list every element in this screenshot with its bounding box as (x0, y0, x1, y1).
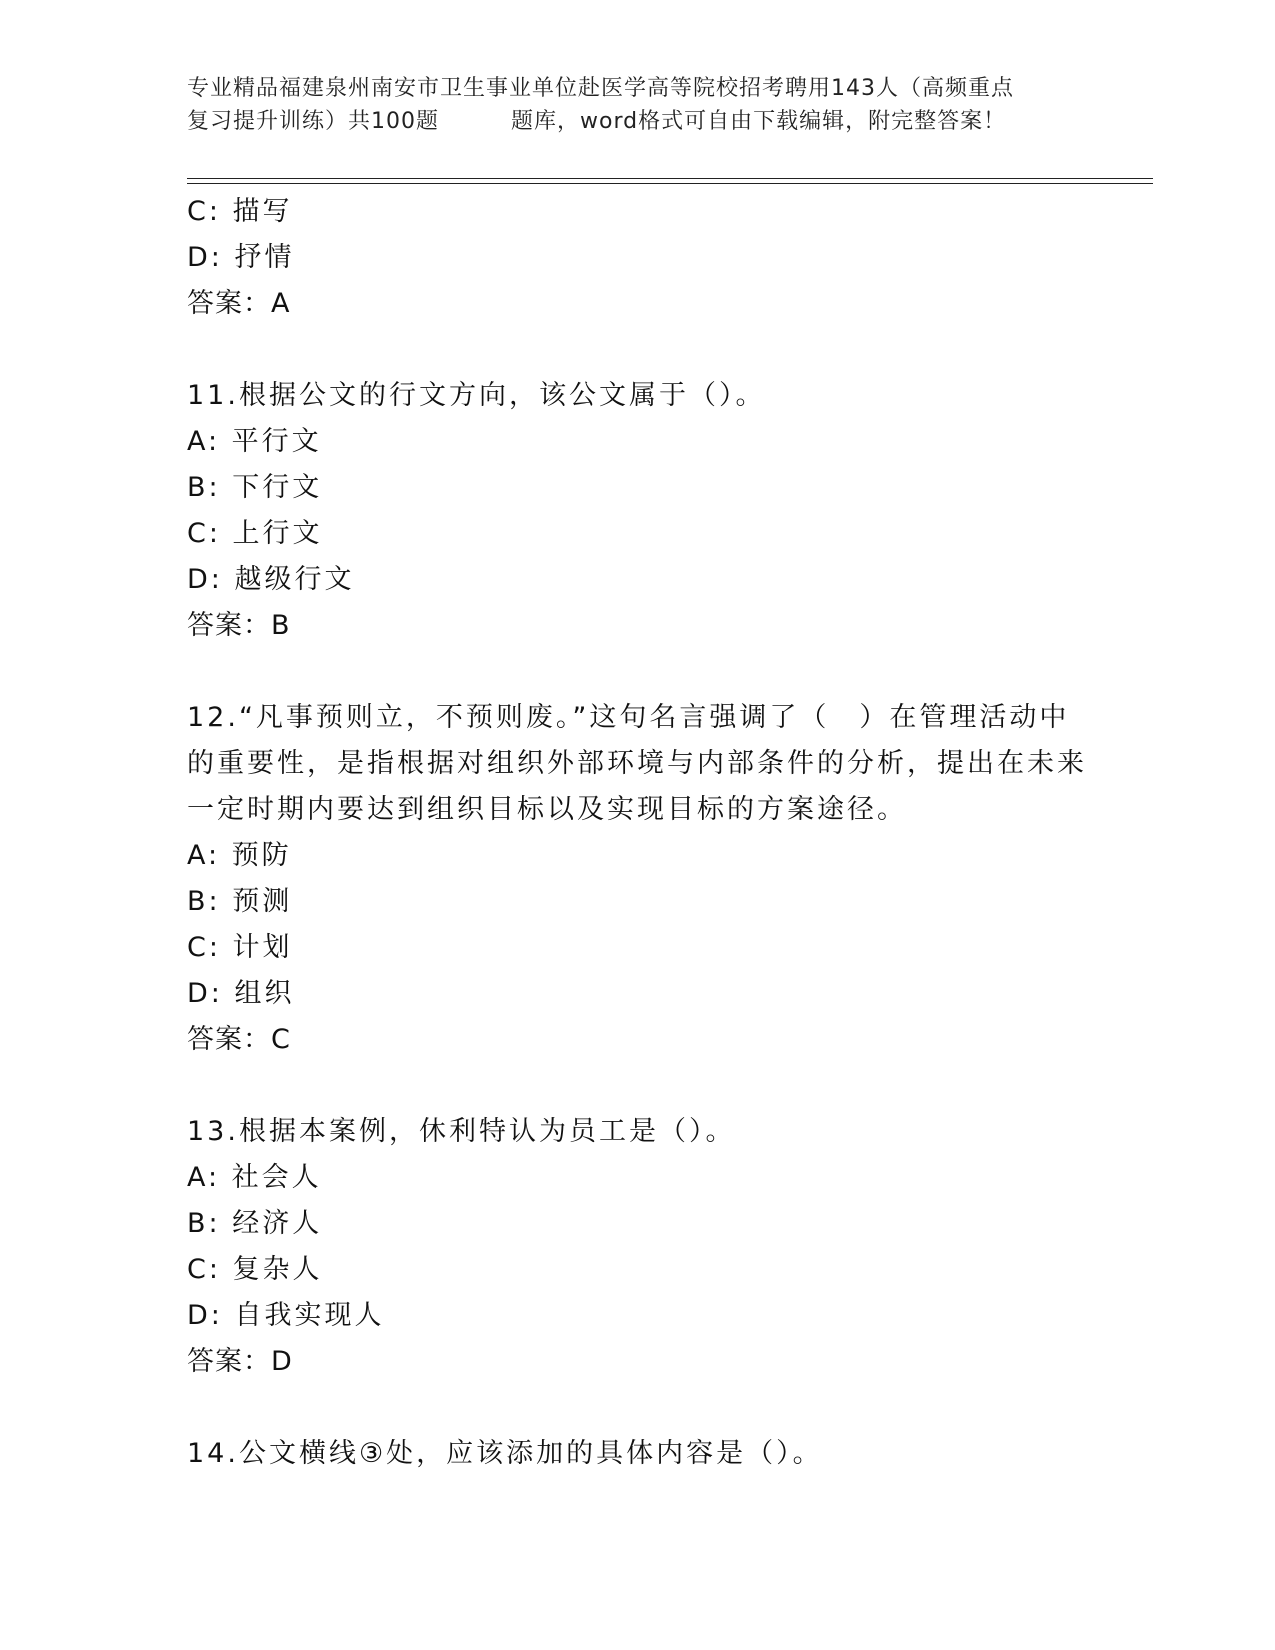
option-b: B: 预测 (187, 886, 293, 917)
question-10-tail (187, 189, 1087, 327)
header-title-line-2 (187, 105, 1087, 138)
header-divider-top (187, 178, 1153, 179)
option-c: C: 计划 (187, 932, 293, 963)
option-c: C: 上行文 (187, 518, 323, 549)
answer-label: 答案：C (187, 1024, 291, 1055)
option-a: A: 预防 (187, 840, 292, 871)
question-12 (187, 695, 1087, 1063)
option-c: C: 复杂人 (187, 1254, 323, 1285)
option-d: D: 越级行文 (187, 564, 355, 595)
option-b: B: 下行文 (187, 472, 323, 503)
question-stem-line-2: 的重要性，是指根据对组织外部环境与内部条件的分析，提出在未来 (187, 748, 1087, 779)
option-d: D: 组织 (187, 978, 295, 1009)
header-divider-bottom (187, 183, 1153, 184)
question-list (187, 189, 1087, 1477)
option-b: B: 经济人 (187, 1208, 323, 1239)
header-title-line-2a: 复习提升训练）共100题 (187, 109, 439, 134)
page-header (187, 72, 1087, 138)
question-11 (187, 373, 1087, 649)
header-title-line-2b: 题库，word格式可自由下载编辑，附完整答案！ (511, 109, 1007, 134)
question-stem-line-3: 一定时期内要达到组织目标以及实现目标的方案途径。 (187, 794, 907, 825)
option-d: D: 抒情 (187, 242, 295, 273)
option-c: C: 描写 (187, 196, 293, 227)
option-a: A: 平行文 (187, 426, 322, 457)
option-a: A: 社会人 (187, 1162, 322, 1193)
header-title-line-1: 专业精品福建泉州南安市卫生事业单位赴医学高等院校招考聘用143人（高频重点 (187, 76, 1014, 101)
answer-label: 答案：B (187, 610, 291, 641)
question-13 (187, 1109, 1087, 1385)
question-14 (187, 1431, 1087, 1477)
option-d: D: 自我实现人 (187, 1300, 385, 1331)
answer-label: 答案：A (187, 288, 291, 319)
question-stem: 14.公文横线③处，应该添加的具体内容是（）。 (187, 1438, 823, 1469)
question-stem-line-1: 12.“凡事预则立，不预则废。”这句名言强调了（ ）在管理活动中 (187, 702, 1070, 733)
question-stem: 13.根据本案例，休利特认为员工是（）。 (187, 1116, 736, 1147)
question-stem: 11.根据公文的行文方向，该公文属于（）。 (187, 380, 766, 411)
answer-label: 答案：D (187, 1346, 293, 1377)
